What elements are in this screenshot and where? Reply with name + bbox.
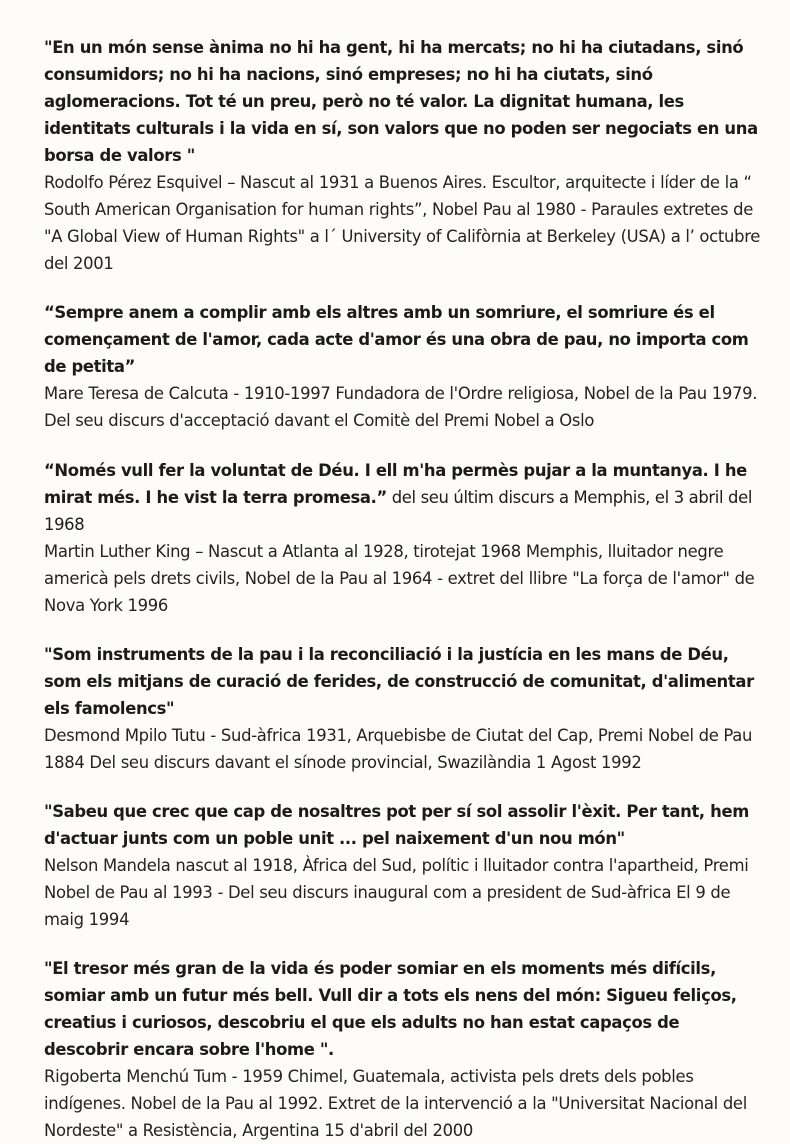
quote-text: “Sempre anem a complir amb els altres amb un somriure, el somriure és el començament de l'amor, cada acte d'amor és una obra de pau, no importa com de petita” (44, 303, 749, 376)
quote-entry-king (44, 457, 764, 619)
quote-text: "Sabeu que crec que cap de nosaltres pot per sí sol assolir l'èxit. Per tant, hem d'actuar junts com un poble unit ... pel naixement d'un nou món" (44, 802, 749, 848)
quote-attribution: Rodolfo Pérez Esquivel – Nascut al 1931 a Buenos Aires. Escultor, arquitecte i líder de la “ South American Organisation for human rights”, Nobel Pau al 1980 - Paraules extretes de "A Global View of Human Rights" a l´ University of Califòrnia at Berkeley (USA) a l’ octubre del 2001 (44, 173, 761, 273)
quote-attribution: Mare Teresa de Calcuta - 1910-1997 Fundadora de l'Ordre religiosa, Nobel de la Pau 1979. Del seu discurs d'acceptació davant el Comitè del Premi Nobel a Oslo (44, 384, 758, 430)
quote-attribution: Rigoberta Menchú Tum - 1959 Chimel, Guatemala, activista pels drets dels pobles indígenes. Nobel de la Pau al 1992. Extret de la intervenció a la "Universitat Nacional del Nordeste" a Resistència, Argentina 15 d'abril del 2000 (44, 1067, 747, 1140)
quote-entry-mandela (44, 798, 764, 933)
quote-attribution: Martin Luther King – Nascut a Atlanta al 1928, tirotejat 1968 Memphis, lluitador negre americà pels drets civils, Nobel de la Pau al 1964 - extret del llibre "La força de l'amor" de Nova York 1996 (44, 542, 755, 615)
quote-text: “Només vull fer la voluntat de Déu. I ell m'ha permès pujar a la muntanya. I he mirat més. I he vist la terra promesa.” del seu últim discurs a Memphis, el 3 abril del 1968 (44, 461, 753, 534)
quote-text: "Som instruments de la pau i la reconciliació i la justícia en les mans de Déu, som els mitjans de curació de ferides, de construcció de comunitat, d'alimentar els famolencs" (44, 645, 754, 718)
quote-text: "El tresor més gran de la vida és poder somiar en els moments més difícils, somiar amb un futur més bell. Vull dir a tots els nens del món: Sigueu feliços, creatius i curiosos, descobriu el que els adults no han estat capaços de descobrir encara sobre l'home ". (44, 959, 737, 1059)
quote-attribution: Desmond Mpilo Tutu - Sud-àfrica 1931, Arquebisbe de Ciutat del Cap, Premi Nobel de Pau 1884 Del seu discurs davant el sínode provincial, Swazilàndia 1 Agost 1992 (44, 726, 753, 772)
quote-attribution: Nelson Mandela nascut al 1918, Àfrica del Sud, polític i lluitador contra l'apartheid, Premi Nobel de Pau al 1993 - Del seu discurs inaugural com a president de Sud-àfrica El 9 de maig 1994 (44, 856, 749, 929)
quote-text: "En un món sense ànima no hi ha gent, hi ha mercats; no hi ha ciutadans, sinó consumidors; no hi ha nacions, sinó empreses; no hi ha ciutats, sinó aglomeracions. Tot té un preu, però no té valor. La dignitat humana, les identitats culturals i la vida en sí, son valors que no poden ser negociats en una borsa de valors " (44, 38, 758, 165)
quote-source-note: del seu últim discurs a Memphis, el 3 abril del 1968 (44, 488, 753, 534)
quote-entry-esquivel (44, 34, 764, 277)
quote-entry-teresa (44, 299, 764, 434)
quote-entry-menchu (44, 955, 764, 1144)
quote-entry-tutu (44, 641, 764, 776)
